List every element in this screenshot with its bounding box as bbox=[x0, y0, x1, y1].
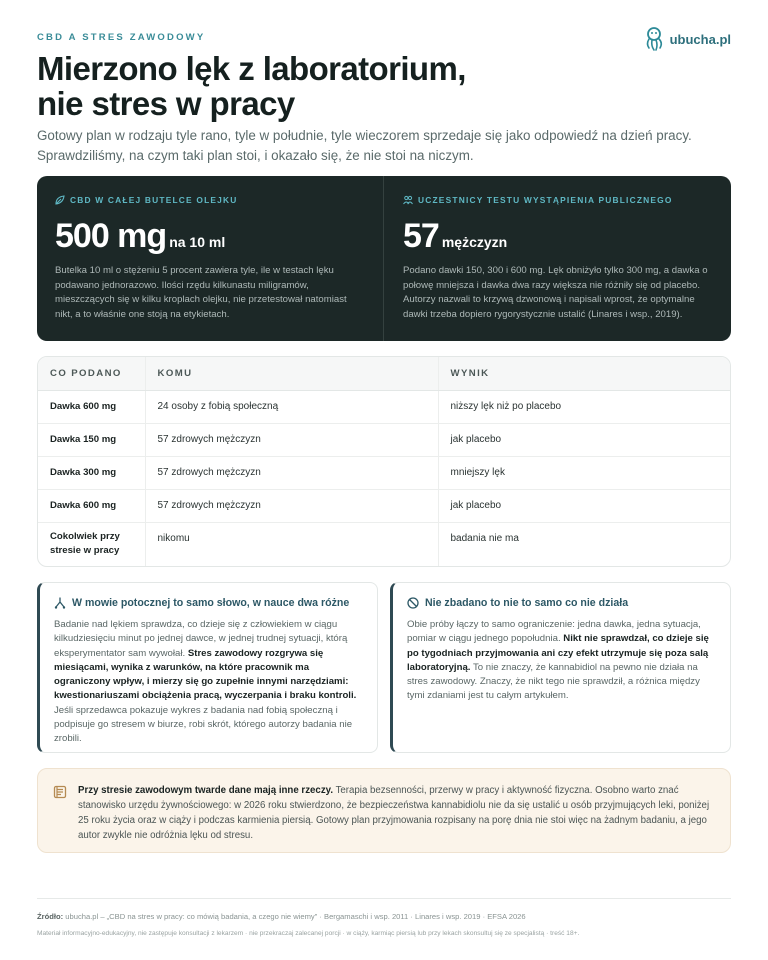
cell-group: 57 zdrowych mężczyzn bbox=[145, 423, 438, 456]
card-text-bold: Stres zawodowy rozgrywa się miesiącami, wynika z warunków, na które pracownik ma ograniczony wpływ, i mierzy się go zupełnie innymi narzędziami: kwestionariuszami obciążenia pracą, wyczerpania i braku kontroli. bbox=[54, 647, 357, 702]
cell-dose: Cokolwiek przy stresie w pracy bbox=[38, 522, 145, 566]
lede: Gotowy plan w rodzaju tyle rano, tyle w południe, tyle wieczorem sprzedaje się jako odpowiedź na dzień pracy. Sprawdziliśmy, na czym taki plan stoi, i okazało się, że nie stoi na niczym. bbox=[37, 128, 692, 163]
cell-group: nikomu bbox=[145, 522, 438, 566]
stat-unit: mężczyzn bbox=[441, 234, 508, 250]
source-line bbox=[37, 912, 526, 921]
note-body-text: Terapia bezsenności, przerwy w pracy i aktywność fizyczna. Osobno warto znać stanowisko urzędu żywnościowego: w 2026 roku stwierdzono, że bezpieczeństwa kannabidiolu nie da się ustalić u osób przyjmujących leki, poniżej 25 roku życia oraz w ciąży i podczas karmienia piersią. Gotowy plan przyjmowania rozpisany na porę dnia nie stoi więc na żadnym badaniu, a jego autor zwykle nie odróżnia lęku od stresu. bbox=[78, 785, 710, 841]
octopus-icon bbox=[643, 26, 665, 52]
card-text: To nie znaczy, że kannabidiol na pewno nie działa na stres zawodowy. Znaczy, że nikt tego nie sprawdził, a różnica między tymi zdaniami jest tu całym artykułem. bbox=[407, 661, 700, 702]
stat-number: 57 bbox=[403, 217, 439, 255]
stats-panel bbox=[37, 176, 731, 341]
stat-description: Butelka 10 ml o stężeniu 5 procent zawiera tyle, ile w testach lęku podawano jednorazowo. Ilości rzędu kilkunastu miligramów, mieszczących się w kilku kroplach olejku, nie przetestował natomiast nikt, a to właśnie one stoją na etykietach. bbox=[55, 265, 347, 320]
cell-group: 57 zdrowych mężczyzn bbox=[145, 489, 438, 522]
column-header-given: CO PODANO bbox=[38, 357, 145, 390]
table-row bbox=[38, 390, 730, 423]
leaf-icon bbox=[55, 195, 65, 205]
title-line-1: Mierzono lęk z laboratorium, bbox=[37, 50, 466, 87]
table-header-row bbox=[38, 357, 730, 390]
cell-group: 57 zdrowych mężczyzn bbox=[145, 456, 438, 489]
stat-number: 500 mg bbox=[55, 217, 167, 255]
no-entry-icon bbox=[407, 597, 419, 609]
card-text: Badanie nad lękiem sprawdza, co dzieje się z człowiekiem w ciągu kilkudziesięciu minut po jednej dawce, w jednej trudnej sytuacji, którą eksperymentator sam wywołał. bbox=[54, 619, 348, 659]
stat-label-text: CBD W CAŁEJ BUTELCE OLEJKU bbox=[70, 195, 238, 205]
column-header-whom: KOMU bbox=[145, 357, 438, 390]
table-row bbox=[38, 489, 730, 522]
logo[interactable] bbox=[643, 26, 731, 52]
footer-divider bbox=[37, 898, 731, 899]
cell-result: niższy lęk niż po placebo bbox=[438, 390, 730, 423]
title-line-2: nie stres w pracy bbox=[37, 85, 295, 122]
cell-dose: Dawka 600 mg bbox=[38, 390, 145, 423]
stat-unit: na 10 ml bbox=[169, 234, 226, 250]
branch-icon bbox=[54, 597, 66, 609]
cell-dose: Dawka 600 mg bbox=[38, 489, 145, 522]
card-text: Jeśli sprzedawca pokazuje wykres z badania nad fobią społeczną i podpisuje go stresem w biurze, robi skrót, którego autorzy badania nie zrobili. bbox=[54, 704, 353, 745]
card-text: Obie próby łączy to samo ograniczenie: jedna dawka, jedna sytuacja, pomiar w ciągu jednego popołudnia. bbox=[407, 619, 701, 645]
cell-result: jak placebo bbox=[438, 489, 730, 522]
stat-value bbox=[55, 217, 365, 256]
source-label: Źródło: bbox=[37, 912, 64, 921]
document-icon bbox=[53, 785, 67, 799]
card-title: W mowie potocznej to samo słowo, w nauce dwa różne bbox=[72, 597, 350, 609]
page-title bbox=[37, 51, 637, 121]
stat-label bbox=[403, 195, 713, 205]
stat-label bbox=[55, 195, 365, 205]
card-terminology bbox=[37, 582, 378, 753]
info-note bbox=[37, 768, 731, 853]
dose-table bbox=[37, 356, 731, 567]
stat-label-text: UCZESTNICY TESTU WYSTĄPIENIA PUBLICZNEGO bbox=[418, 195, 673, 205]
card-body bbox=[54, 618, 363, 747]
card-heading bbox=[407, 597, 716, 609]
stat-cbd-total bbox=[37, 176, 383, 341]
cell-dose: Dawka 300 mg bbox=[38, 456, 145, 489]
card-heading bbox=[54, 597, 363, 609]
stat-description: Podano dawki 150, 300 i 600 mg. Lęk obniżyło tylko 300 mg, a dawka o połowę mniejsza i dawka dwa razy większa nie różniły się od placebo. Autorzy nazwali to krzywą dzwonową i napisali wprost, że optymalne dawki trzeba dopiero rygorystycznie ustalić (Linares i wsp., 2019). bbox=[403, 265, 708, 320]
cell-result: mniejszy lęk bbox=[438, 456, 730, 489]
card-title: Nie zbadano to nie to samo co nie działa bbox=[425, 597, 629, 609]
note-bold: Przy stresie zawodowym twarde dane mają inne rzeczy. bbox=[78, 785, 334, 796]
note-text bbox=[78, 783, 714, 843]
people-icon bbox=[403, 195, 413, 205]
cell-group: 24 osoby z fobią społeczną bbox=[145, 390, 438, 423]
cell-result: jak placebo bbox=[438, 423, 730, 456]
stat-participants bbox=[383, 176, 731, 341]
card-body bbox=[407, 618, 716, 704]
card-not-studied bbox=[390, 582, 731, 753]
stat-value bbox=[403, 217, 713, 256]
cell-dose: Dawka 150 mg bbox=[38, 423, 145, 456]
column-header-result: WYNIK bbox=[438, 357, 730, 390]
table-row bbox=[38, 522, 730, 566]
logo-text: ubucha.pl bbox=[669, 31, 731, 47]
table-row bbox=[38, 456, 730, 489]
table-row bbox=[38, 423, 730, 456]
kicker: CBD A STRES ZAWODOWY bbox=[37, 32, 206, 43]
cell-result: badania nie ma bbox=[450, 532, 519, 544]
card-text-bold: Nikt nie sprawdzał, co dzieje się po tygodniach przyjmowania ani czy efekt utrzymuje się poza salą laboratoryjną. bbox=[407, 633, 709, 673]
disclaimer: Materiał informacyjno-edukacyjny, nie zastępuje konsultacji z lekarzem · nie przekraczaj zalecanej porcji · w ciąży, karmiąc piersią lub przy lekach skonsultuj się ze specjalistą · treść 18+. bbox=[37, 930, 580, 937]
source-text: ubucha.pl – „CBD na stres w pracy: co mówią badania, a czego nie wiemy” · Bergamaschi i wsp. 2011 · Linares i wsp. 2019 · EFSA 2026 bbox=[65, 912, 526, 921]
